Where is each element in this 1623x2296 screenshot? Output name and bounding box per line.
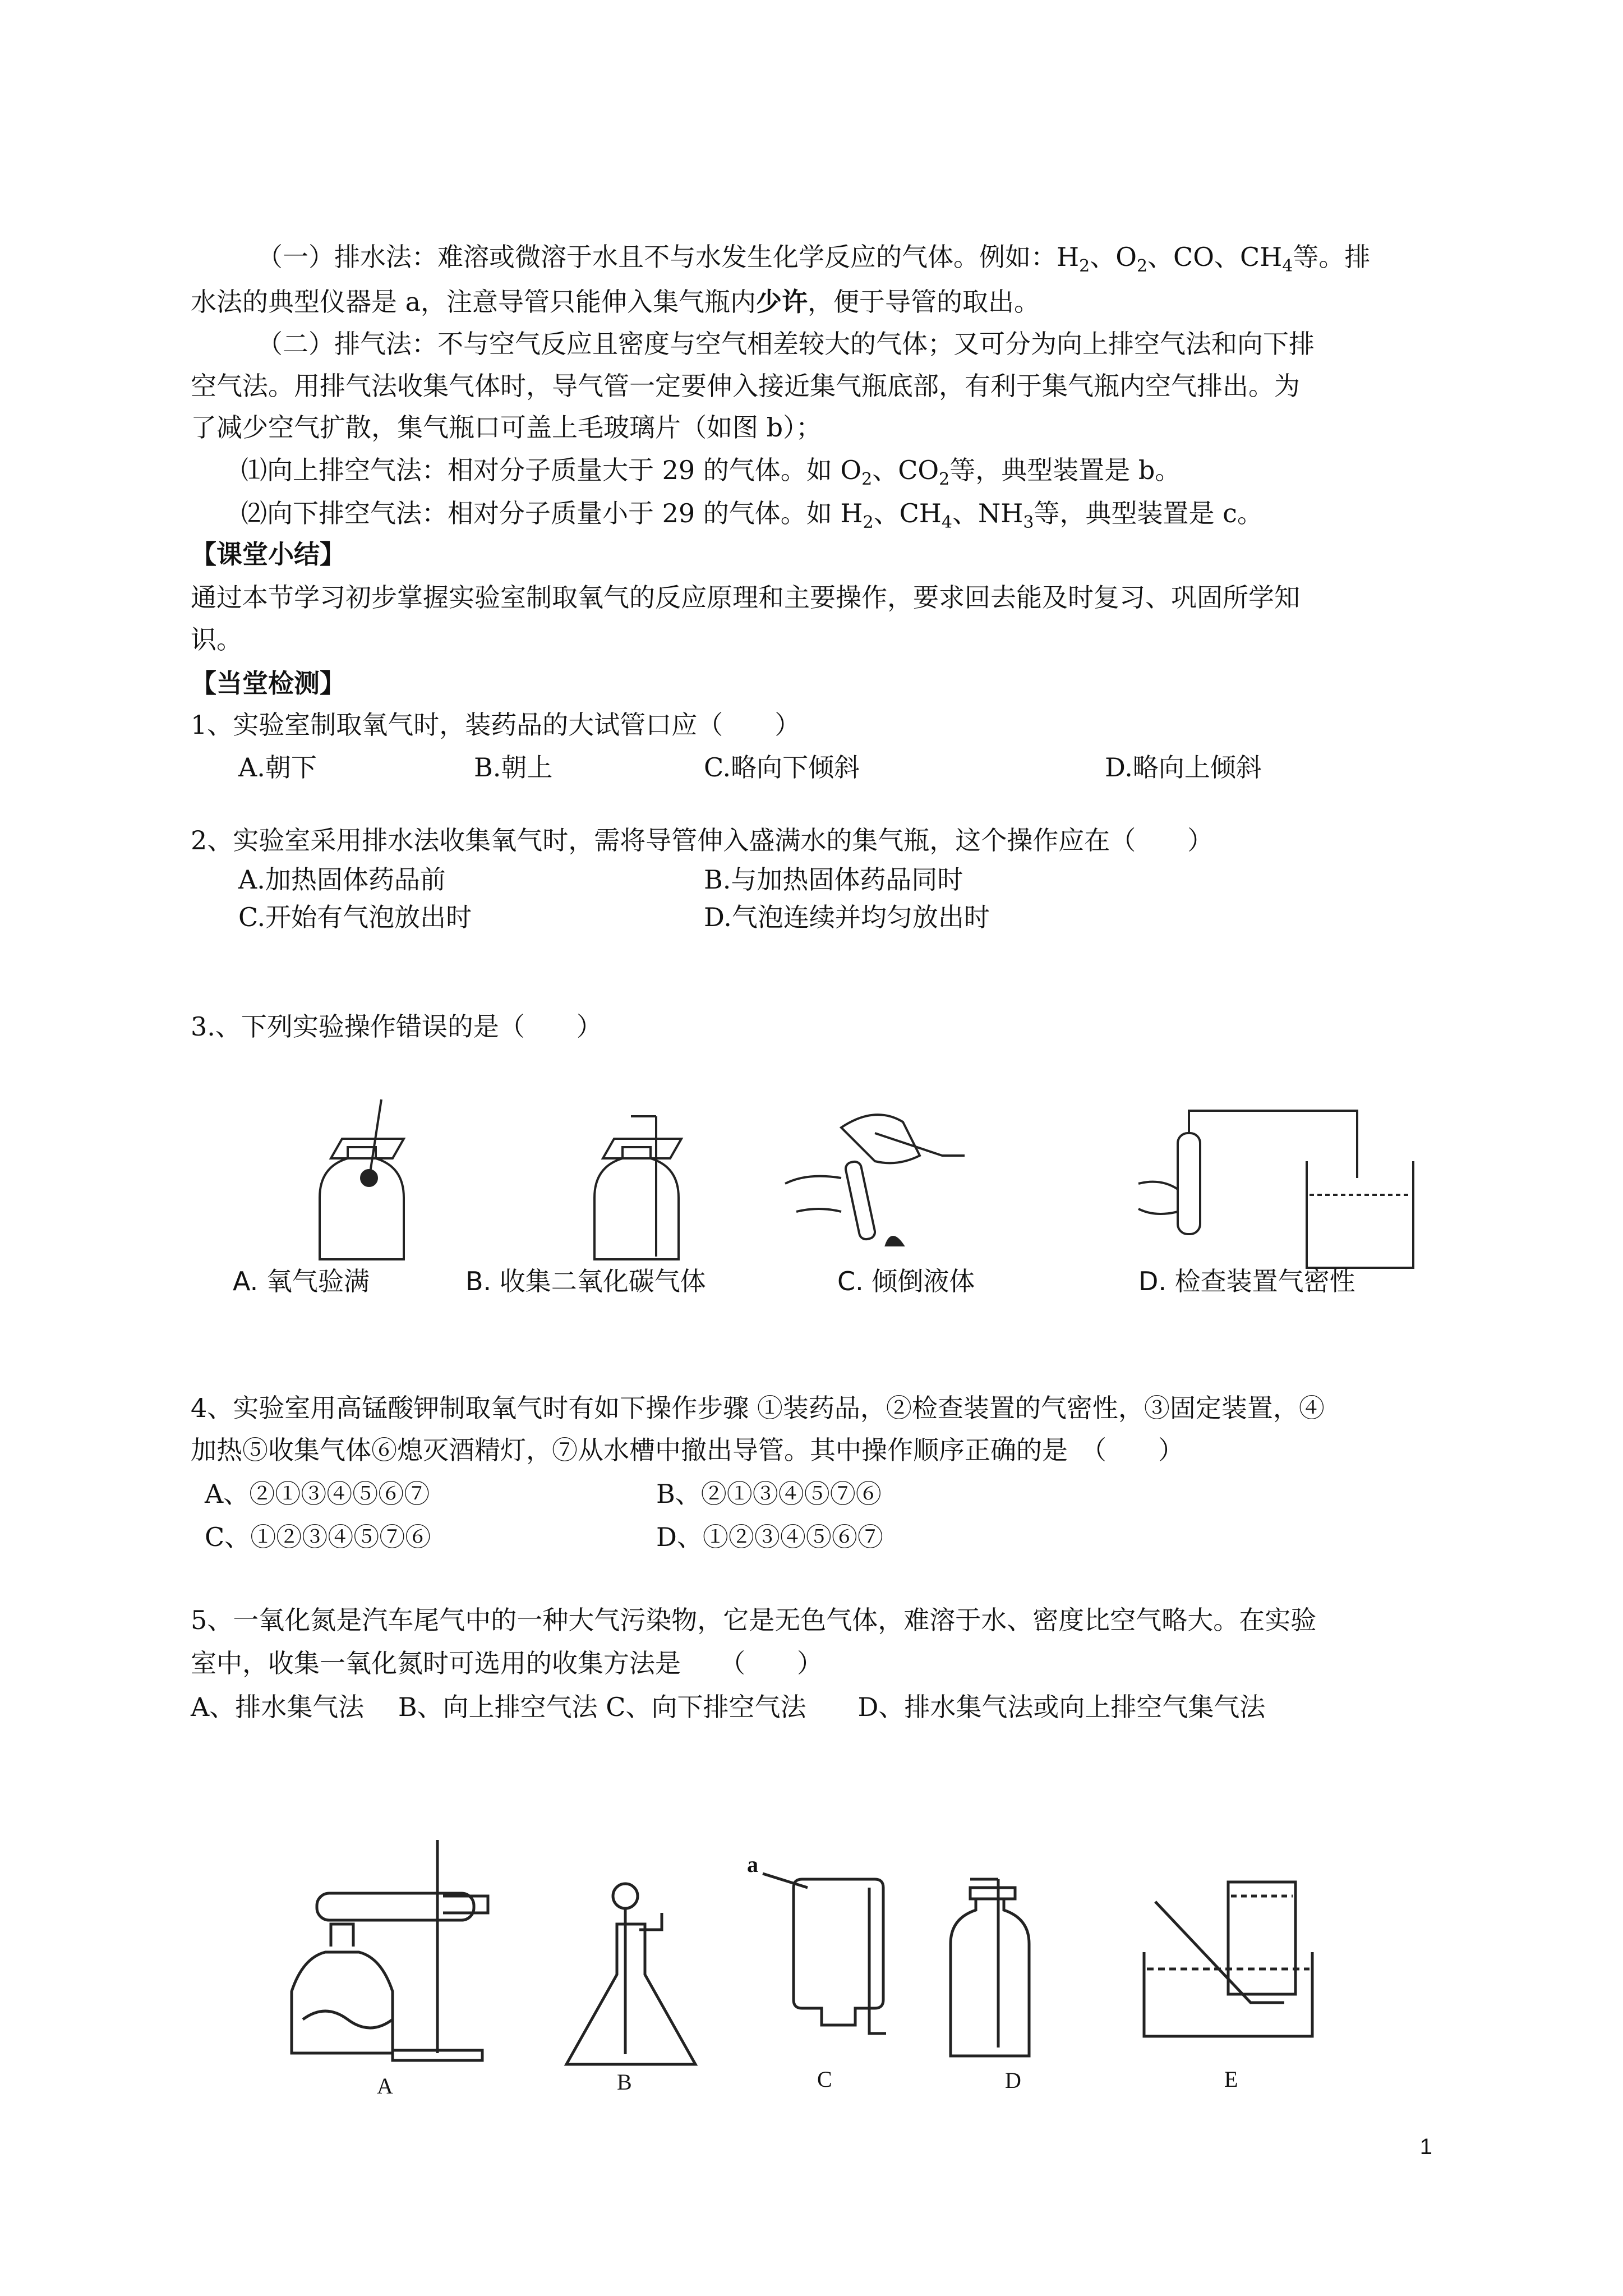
q4-option-a: A、②①③④⑤⑥⑦ (205, 1479, 430, 1509)
q3-caption-c: C. 倾倒液体 (837, 1266, 975, 1296)
pouring-liquid-icon (785, 1115, 965, 1245)
gas-bottle-tube-icon (594, 1116, 681, 1259)
apparatus-label-b: B (617, 2069, 632, 2095)
q1-option-d: D.略向上倾斜 (1105, 752, 1262, 783)
q5-stem-line2: 室中，收集一氧化氮时可选用的收集方法是 （ ） (191, 1648, 823, 1678)
bottle-with-splint-icon (320, 1099, 404, 1259)
intro-p3: ⑴向上排空气法：相对分子质量大于 29 的气体。如 $O_2$、$CO_2$等，典型装置是 b。 (241, 455, 1181, 489)
q3-stem: 3.、下列实验操作错误的是（ ） (191, 1011, 602, 1042)
q4-option-c: C、①②③④⑤⑦⑥ (205, 1522, 431, 1552)
apparatus-figure (280, 1834, 1402, 2092)
q1-option-b: B.朝上 (474, 752, 553, 783)
q4-stem-line1: 4、实验室用高锰酸钾制取氧气时有如下操作步骤 ①装药品，②检查装置的气密性，③固定装置，④ (191, 1393, 1325, 1423)
q1-stem: 1、实验室制取氧气时，装药品的大试管口应（ ） (191, 710, 801, 740)
summary-line2: 识。 (191, 624, 242, 655)
q1-option-c: C.略向下倾斜 (704, 752, 860, 783)
intro-p2-line1: （二）排气法：不与空气反应且密度与空气相差较大的气体；又可分为向上排空气法和向下排 (257, 329, 1315, 359)
q3-caption-b: B. 收集二氧化碳气体 (465, 1266, 706, 1296)
apparatus-illustrations (280, 1834, 1402, 2092)
summary-line1: 通过本节学习初步掌握实验室制取氧气的反应原理和主要操作，要求回去能及时复习、巩固所学知 (191, 582, 1300, 613)
q2-option-b: B.与加热固体药品同时 (704, 864, 963, 895)
q4-option-b: B、②①③④⑤⑦⑥ (656, 1479, 882, 1509)
apparatus-label-small-a: a (747, 1852, 758, 1877)
q4-stem-line2: 加热⑤收集气体⑥熄灭酒精灯，⑦从水槽中撤出导管。其中操作顺序正确的是 （ ） (191, 1435, 1184, 1465)
q2-option-c: C.开始有气泡放出时 (238, 902, 472, 932)
water-trough-icon (1144, 1882, 1312, 2036)
heating-apparatus-icon (292, 1840, 488, 2060)
gas-bottle-icon (951, 1879, 1029, 2056)
q2-option-d: D.气泡连续并均匀放出时 (704, 902, 990, 932)
apparatus-label-d: D (1005, 2068, 1021, 2093)
q2-stem: 2、实验室采用排水法收集氧气时，需将导管伸入盛满水的集气瓶，这个操作应在（ ） (191, 825, 1214, 855)
q3-illustrations (213, 1094, 1419, 1279)
intro-p4: ⑵向下排空气法：相对分子质量小于 29 的气体。如 $H_2$、$CH_4$、$NH_3$等，典型装置是 c。 (241, 498, 1263, 532)
intro-p2-line2: 空气法。用排气法收集气体时，导气管一定要伸入接近集气瓶底部，有利于集气瓶内空气排出。为 (191, 371, 1300, 401)
inverted-bottle-icon (763, 1874, 886, 2033)
conical-flask-icon (566, 1884, 695, 2064)
q5-options: A、排水集气法 B、向上排空气法 C、向下排空气法 D、排水集气法或向上排空气集气法 (191, 1692, 1266, 1722)
apparatus-label-c: C (817, 2067, 832, 2092)
apparatus-label-e: E (1224, 2067, 1238, 2092)
intro-p1-line2: 水法的典型仪器是 a，注意导管只能伸入集气瓶内少许，便于导管的取出。 (191, 287, 1040, 317)
q4-option-d: D、①②③④⑤⑥⑦ (656, 1522, 883, 1552)
apparatus-label-a: A (377, 2073, 393, 2099)
q2-option-a: A.加热固体药品前 (238, 864, 446, 895)
q3-caption-d: D. 检查装置气密性 (1138, 1266, 1355, 1296)
summary-heading: 【课堂小结】 (191, 539, 345, 569)
q1-option-a: A.朝下 (238, 752, 317, 783)
page-number: 1 (1419, 2134, 1432, 2159)
q3-figure (213, 1094, 1419, 1279)
intro-p2-line3: 了减少空气扩散，集气瓶口可盖上毛玻璃片（如图 b）； (191, 412, 822, 443)
intro-p1-line1: （一）排水法：难溶或微溶于水且不与水发生化学反应的气体。例如：$H_2$、$O_2$、CO、$CH_4$等。排 (257, 242, 1371, 276)
q5-stem-line1: 5、一氧化氮是汽车尾气中的一种大气污染物，它是无色气体，难溶于水、密度比空气略大。在实验 (191, 1605, 1317, 1635)
q3-caption-a: A. 氧气验满 (233, 1266, 370, 1296)
airtightness-check-icon (1138, 1111, 1413, 1268)
test-heading: 【当堂检测】 (191, 668, 345, 698)
